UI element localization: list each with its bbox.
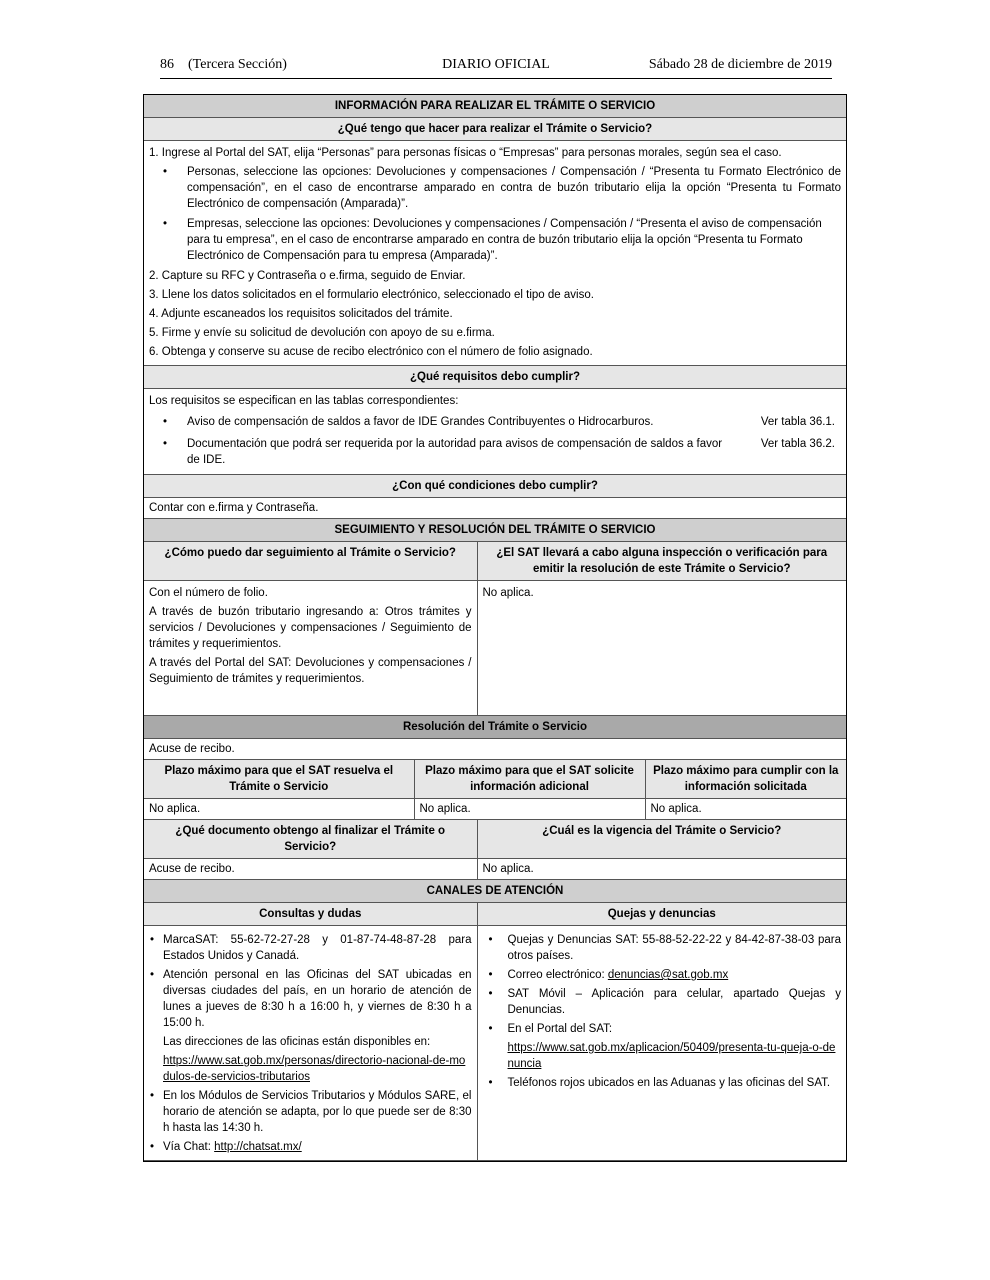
plazo-informacion-question: Plazo máximo para que el SAT solicite información adicional: [414, 760, 645, 799]
requisito-item: [149, 436, 841, 468]
quejas-cell: [477, 926, 846, 1161]
vigencia-answer: No aplica.: [477, 859, 846, 880]
correo-link[interactable]: denuncias@sat.gob.mx: [607, 969, 729, 981]
chat-link[interactable]: http://chatsat.mx/: [214, 1141, 302, 1153]
seguimiento-table: [144, 519, 846, 716]
quejas-list: [483, 932, 842, 1091]
seguimiento-title: SEGUIMIENTO Y RESOLUCIÓN DEL TRÁMITE O SERVICIO: [144, 519, 846, 542]
page-header: [160, 56, 832, 79]
steps-cell: [144, 141, 846, 366]
seguimiento-answer: [144, 581, 477, 716]
inspeccion-answer: No aplica.: [477, 581, 846, 716]
step-3: 3. Llene los datos solicitados en el formulario electrónico, seleccionado el tipo de aviso.: [149, 289, 594, 301]
correo-label: Correo electrónico:: [507, 969, 608, 981]
queja-correo: [488, 967, 842, 983]
seguimiento-portal: A través del Portal del SAT: Devoluciones y compensaciones / Seguimiento de trámites y requerimientos.: [149, 657, 472, 685]
queja-telefonos-rojos: • Teléfonos rojos ubicados en las Aduanas y las oficinas del SAT.: [488, 1075, 842, 1091]
procedure-document: [143, 94, 847, 1162]
queja-sat-movil: • SAT Móvil – Aplicación para celular, apartado Quejas y Denuncias.: [488, 986, 842, 1018]
chat-label: Vía Chat:: [163, 1141, 215, 1153]
section-label: (Tercera Sección): [188, 57, 287, 72]
plazo-resolver-question: Plazo máximo para que el SAT resuelva el Trámite o Servicio: [144, 760, 414, 799]
plazo-resolver-answer: No aplica.: [144, 799, 414, 820]
consultas-list: [149, 932, 472, 1155]
condiciones-answer: Contar con e.firma y Contraseña.: [144, 498, 846, 519]
info-table: [144, 95, 846, 519]
seguimiento-question: ¿Cómo puedo dar seguimiento al Trámite o Servicio?: [144, 542, 477, 581]
inspeccion-question: ¿El SAT llevará a cabo alguna inspección o verificación para emitir la resolución de este Trámite o Servicio?: [477, 542, 846, 581]
consulta-modulos: • En los Módulos de Servicios Tributarios y Módulos SARE, el horario de atención se adapta, por lo que puede ser de 8:30 h hasta las 14:30 h.: [149, 1088, 472, 1136]
queja-portal-text: En el Portal del SAT:: [507, 1023, 613, 1035]
step-6: 6. Obtenga y conserve su acuse de recibo electrónico con el número de folio asignado.: [149, 346, 593, 358]
queja-portal: [488, 1021, 842, 1072]
consulta-oficinas-text: Atención personal en las Oficinas del SAT ubicadas en diversas ciudades del país, en un horario de atención de lunes a jueves de 8:30 h a 16:00 h, y viernes de 8:30 h a 15:00 h.: [163, 969, 472, 1029]
step-2: 2. Capture su RFC y Contraseña o e.firma, seguido de Enviar.: [149, 270, 466, 282]
publication-date: Sábado 28 de diciembre de 2019: [648, 57, 832, 72]
plazo-cumplir-question: Plazo máximo para cumplir con la información solicitada: [645, 760, 846, 799]
requisitos-question: ¿Qué requisitos debo cumplir?: [144, 366, 846, 389]
consultas-title: Consultas y dudas: [144, 903, 477, 926]
requisitos-cell: [144, 389, 846, 475]
canales-table: [144, 880, 846, 1161]
requisito-text: • Documentación que podrá ser requerida por la autoridad para avisos de compensación de saldos a favor de IDE.: [187, 438, 723, 466]
publication-name: DIARIO OFICIAL: [442, 57, 550, 72]
resolucion-title: Resolución del Trámite o Servicio: [144, 716, 846, 739]
seguimiento-folio: Con el número de folio.: [149, 587, 268, 599]
requisitos-list: [149, 414, 841, 468]
requisito-text: • Aviso de compensación de saldos a favor de IDE Grandes Contribuyentes o Hidrocarburos.: [187, 416, 654, 428]
consulta-marcasat: • MarcaSAT: 55-62-72-27-28 y 01-87-74-48-87-28 para Estados Unidos y Canadá.: [149, 932, 472, 964]
consultas-cell: [144, 926, 477, 1161]
requisitos-intro: Los requisitos se especifican en las tablas correspondientes:: [149, 395, 459, 407]
step-1-options: [149, 164, 841, 264]
option-personas: • Personas, seleccione las opciones: Devoluciones y compensaciones / Compensación / “Presenta tu Formato Electrónico de compensación”, en el caso de encontrarse amparado en contra de buzón tributario elija la opción “Presenta tu Formato Electrónico de compensación (Amparada)”.: [149, 164, 841, 212]
resolucion-table: [144, 716, 846, 820]
requisito-item: [149, 414, 841, 430]
info-title: INFORMACIÓN PARA REALIZAR EL TRÁMITE O SERVICIO: [144, 95, 846, 118]
page-number: 86: [160, 57, 174, 72]
condiciones-question: ¿Con qué condiciones debo cumplir?: [144, 475, 846, 498]
documento-question: ¿Qué documento obtengo al finalizar el Trámite o Servicio?: [144, 820, 477, 859]
vigencia-question: ¿Cuál es la vigencia del Trámite o Servicio?: [477, 820, 846, 859]
queja-telefono: • Quejas y Denuncias SAT: 55-88-52-22-22 y 84-42-87-38-03 para otros países.: [488, 932, 842, 964]
documento-table: [144, 820, 846, 880]
step-5: 5. Firme y envíe su solicitud de devolución con apoyo de su e.firma.: [149, 327, 495, 339]
seguimiento-buzon: A través de buzón tributario ingresando a: Otros trámites y servicios / Devoluciones y compensaciones / Seguimiento de trámites y requerimientos.: [149, 606, 472, 650]
consulta-oficinas: [149, 967, 472, 1085]
queja-portal-link[interactable]: https://www.sat.gob.mx/aplicacion/50409/presenta-tu-queja-o-denuncia: [507, 1042, 836, 1070]
option-empresas: • Empresas, seleccione las opciones: Devoluciones y compensaciones / Compensación / “Presenta el aviso de compensación para tu empresa”, en el caso de encontrarse amparado en contra de buzón tributario elija la opción “Presenta tu Formato Electrónico de Compensación para tu empresa (Amparada)”.: [149, 216, 841, 264]
quejas-title: Quejas y denuncias: [477, 903, 846, 926]
plazo-cumplir-answer: No aplica.: [645, 799, 846, 820]
resolucion-answer: Acuse de recibo.: [144, 739, 846, 760]
directorio-link[interactable]: https://www.sat.gob.mx/personas/directorio-nacional-de-modulos-de-servicios-tributarios: [163, 1055, 466, 1083]
step-1: 1. Ingrese al Portal del SAT, elija “Personas” para personas físicas o “Empresas” para personas morales, según sea el caso.: [149, 147, 782, 159]
requisito-ref: Ver tabla 36.1.: [760, 416, 835, 428]
consulta-oficinas-note: Las direcciones de las oficinas están disponibles en:: [163, 1036, 431, 1048]
what-todo-question: ¿Qué tengo que hacer para realizar el Trámite o Servicio?: [144, 118, 846, 141]
step-4: 4. Adjunte escaneados los requisitos solicitados del trámite.: [149, 308, 453, 320]
plazo-informacion-answer: No aplica.: [414, 799, 645, 820]
consulta-chat: [149, 1139, 472, 1155]
requisito-ref: Ver tabla 36.2.: [760, 438, 835, 450]
documento-answer: Acuse de recibo.: [144, 859, 477, 880]
canales-title: CANALES DE ATENCIÓN: [144, 880, 846, 903]
